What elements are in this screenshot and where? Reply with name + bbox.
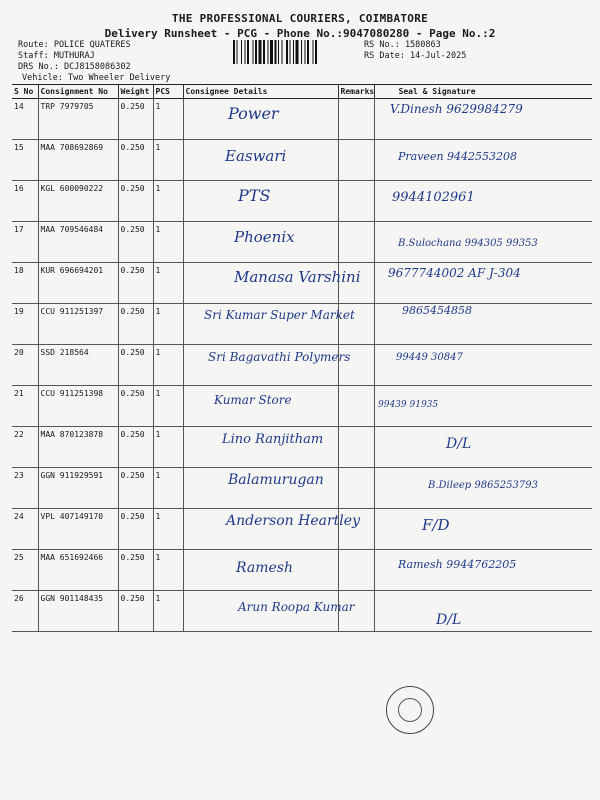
handwritten-signature: B.Sulochana 994305 99353: [398, 238, 538, 249]
col-seal-signature: Seal & Signature: [374, 85, 592, 99]
cell-remarks: [338, 99, 374, 140]
handwritten-consignee-name: Balamurugan: [228, 472, 324, 488]
cell-remarks: [338, 181, 374, 222]
cell-remarks: [338, 386, 374, 427]
handwritten-consignee-name: Power: [228, 104, 279, 123]
cell-consignee-details: [183, 345, 338, 386]
cell-seal-signature: [374, 509, 592, 550]
col-weight: Weight: [118, 85, 153, 99]
cell-consignment-no: GGN 911929591: [38, 468, 118, 509]
cell-pcs: 1: [153, 140, 183, 181]
cell-weight: 0.250: [118, 140, 153, 181]
cell-pcs: 1: [153, 468, 183, 509]
cell-consignee-details: [183, 386, 338, 427]
handwritten-signature: D/L: [446, 436, 472, 452]
cell-weight: 0.250: [118, 222, 153, 263]
cell-consignee-details: [183, 263, 338, 304]
table-row: [12, 222, 592, 263]
cell-pcs: 1: [153, 550, 183, 591]
cell-sno: 23: [12, 468, 38, 509]
cell-weight: 0.250: [118, 99, 153, 140]
cell-consignee-details: [183, 509, 338, 550]
table-row: [12, 345, 592, 386]
handwritten-consignee-name: Anderson Heartley: [226, 513, 360, 529]
cell-seal-signature: [374, 427, 592, 468]
cell-remarks: [338, 468, 374, 509]
table-row: [12, 263, 592, 304]
handwritten-signature: Praveen 9442553208: [398, 150, 518, 163]
table-row: [12, 304, 592, 345]
cell-consignment-no: MAA 870123878: [38, 427, 118, 468]
cell-seal-signature: [374, 386, 592, 427]
table-row: [12, 468, 592, 509]
cell-consignment-no: MAA 651692466: [38, 550, 118, 591]
cell-seal-signature: [374, 468, 592, 509]
cell-pcs: 1: [153, 222, 183, 263]
cell-sno: 18: [12, 263, 38, 304]
rs-date: RS Date: 14-Jul-2025: [364, 51, 467, 61]
handwritten-signature: 99449 30847: [396, 352, 463, 363]
cell-pcs: 1: [153, 181, 183, 222]
cell-consignment-no: MAA 709546484: [38, 222, 118, 263]
cell-sno: 21: [12, 386, 38, 427]
handwritten-signature: F/D: [422, 516, 450, 534]
handwritten-consignee-name: Ramesh: [236, 560, 293, 576]
cell-seal-signature: [374, 304, 592, 345]
col-remarks: Remarks: [338, 85, 374, 99]
cell-weight: 0.250: [118, 386, 153, 427]
cell-remarks: [338, 550, 374, 591]
cell-weight: 0.250: [118, 427, 153, 468]
table-row: [12, 591, 592, 632]
cell-weight: 0.250: [118, 345, 153, 386]
cell-remarks: [338, 345, 374, 386]
handwritten-consignee-name: Arun Roopa Kumar: [238, 600, 355, 614]
table-row: [12, 99, 592, 140]
rs-number: RS No.: 1580863: [364, 40, 441, 50]
cell-remarks: [338, 222, 374, 263]
cell-sno: 17: [12, 222, 38, 263]
cell-sno: 22: [12, 427, 38, 468]
cell-seal-signature: [374, 99, 592, 140]
cell-consignee-details: [183, 468, 338, 509]
cell-seal-signature: [374, 263, 592, 304]
table-row: [12, 140, 592, 181]
handwritten-consignee-name: Easwari: [225, 147, 287, 165]
cell-seal-signature: [374, 181, 592, 222]
cell-remarks: [338, 304, 374, 345]
handwritten-consignee-name: PTS: [238, 186, 271, 205]
cell-seal-signature: [374, 550, 592, 591]
route-label: Route: POLICE QUATERES: [18, 40, 131, 50]
cell-consignee-details: [183, 591, 338, 632]
handwritten-signature: D/L: [436, 612, 462, 628]
handwritten-signature: 9677744002 AF J-304: [388, 266, 521, 280]
cell-pcs: 1: [153, 263, 183, 304]
cell-pcs: 1: [153, 304, 183, 345]
cell-sno: 25: [12, 550, 38, 591]
handwritten-signature: 9865454858: [402, 304, 472, 317]
table-row: [12, 386, 592, 427]
cell-seal-signature: [374, 345, 592, 386]
cell-consignment-no: KGL 600090222: [38, 181, 118, 222]
handwritten-consignee-name: Manasa Varshini: [234, 268, 361, 286]
handwritten-consignee-name: Phoenix: [234, 228, 295, 246]
table-row: [12, 509, 592, 550]
cell-weight: 0.250: [118, 304, 153, 345]
col-pcs: PCS: [153, 85, 183, 99]
table-row: [12, 427, 592, 468]
cell-consignment-no: CCU 911251398: [38, 386, 118, 427]
cell-sno: 16: [12, 181, 38, 222]
cell-consignment-no: GGN 901148435: [38, 591, 118, 632]
cell-consignee-details: [183, 304, 338, 345]
col-sno: S No: [12, 85, 38, 99]
cell-seal-signature: [374, 591, 592, 632]
cell-pcs: 1: [153, 345, 183, 386]
staff-label: Staff: MUTHURAJ: [18, 51, 95, 61]
cell-pcs: 1: [153, 427, 183, 468]
cell-consignment-no: TRP 7979705: [38, 99, 118, 140]
cell-weight: 0.250: [118, 550, 153, 591]
handwritten-signature: V.Dinesh 9629984279: [390, 102, 523, 116]
cell-consignment-no: VPL 407149170: [38, 509, 118, 550]
cell-remarks: [338, 509, 374, 550]
cell-consignment-no: KUR 696694201: [38, 263, 118, 304]
cell-weight: 0.250: [118, 468, 153, 509]
handwritten-consignee-name: Lino Ranjitham: [222, 432, 324, 447]
handwritten-signature: 99439 91935: [378, 400, 439, 410]
cell-pcs: 1: [153, 509, 183, 550]
cell-sno: 20: [12, 345, 38, 386]
handwritten-signature: 9944102961: [392, 190, 475, 205]
handwritten-signature: Ramesh 9944762205: [398, 558, 517, 571]
cell-weight: 0.250: [118, 591, 153, 632]
cell-sno: 14: [12, 99, 38, 140]
cell-consignee-details: [183, 181, 338, 222]
cell-consignee-details: [183, 99, 338, 140]
cell-sno: 26: [12, 591, 38, 632]
cell-weight: 0.250: [118, 181, 153, 222]
seal-stamp: [386, 686, 434, 734]
vehicle-label: Vehicle: Two Wheeler Delivery: [22, 73, 171, 83]
cell-weight: 0.250: [118, 509, 153, 550]
cell-pcs: 1: [153, 386, 183, 427]
cell-consignment-no: CCU 911251397: [38, 304, 118, 345]
cell-consignee-details: [183, 140, 338, 181]
handwritten-consignee-name: Sri Bagavathi Polymers: [208, 350, 351, 364]
handwritten-consignee-name: Kumar Store: [214, 393, 292, 407]
cell-consignee-details: [183, 427, 338, 468]
runsheet-title: Delivery Runsheet - PCG - Phone No.:9047080280 - Page No.:2: [104, 27, 496, 40]
cell-remarks: [338, 427, 374, 468]
delivery-table: [12, 84, 592, 632]
handwritten-signature: B.Dileep 9865253793: [428, 480, 538, 491]
cell-remarks: [338, 263, 374, 304]
cell-remarks: [338, 591, 374, 632]
drs-number: DRS No.: DCJ8158086302: [18, 62, 131, 72]
cell-consignee-details: [183, 550, 338, 591]
cell-remarks: [338, 140, 374, 181]
col-consignment: Consignment No: [38, 85, 118, 99]
cell-sno: 15: [12, 140, 38, 181]
cell-consignment-no: SSD 218564: [38, 345, 118, 386]
handwritten-consignee-name: Sri Kumar Super Market: [204, 308, 355, 322]
table-row: [12, 181, 592, 222]
cell-sno: 24: [12, 509, 38, 550]
table-header-row: [12, 85, 592, 99]
cell-consignee-details: [183, 222, 338, 263]
cell-seal-signature: [374, 222, 592, 263]
cell-weight: 0.250: [118, 263, 153, 304]
barcode-image: [233, 40, 355, 64]
table-row: [12, 550, 592, 591]
cell-consignment-no: MAA 708692869: [38, 140, 118, 181]
cell-seal-signature: [374, 140, 592, 181]
cell-sno: 19: [12, 304, 38, 345]
col-consignee: Consignee Details: [183, 85, 338, 99]
company-name: THE PROFESSIONAL COURIERS, COIMBATORE: [171, 12, 429, 25]
stamp-inner-ring: [398, 698, 422, 722]
cell-pcs: 1: [153, 591, 183, 632]
cell-pcs: 1: [153, 99, 183, 140]
